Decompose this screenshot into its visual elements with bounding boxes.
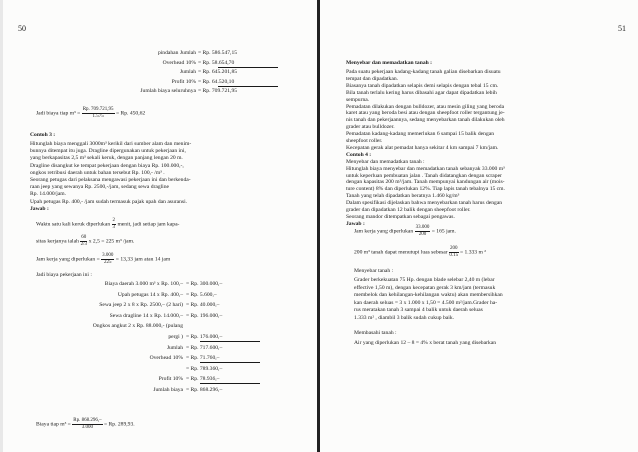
paragraph-line: Biasanya tanah dipadatkan selapis demi selapis dengan tebal 15 cm. — [346, 82, 499, 89]
fraction-denominator: 0.15 — [449, 252, 459, 258]
cost-value: = Rp. 868.296,– — [186, 387, 223, 393]
paragraph-line: karet atau yang beroda besi atau dengan sheepfoot roller tergantung je- — [346, 110, 505, 117]
basahi-line: Air yang diperlukan 12 – 8 = 4% x berat tanah yang disebarkan — [354, 340, 497, 346]
paragraph-line: Dalam spesifikasi dijelaskan bahwa menyebarkan tanah harus dengan — [346, 200, 503, 207]
luas-lead: 200 m³ tanah dapat menutupi luas sebesar — [354, 249, 448, 256]
jam-line-right — [354, 225, 456, 237]
calc-value: = Rp. 586.547,15 — [198, 50, 238, 56]
cost-value: = Rp. 789.360,– — [186, 365, 223, 372]
sum-rule — [218, 86, 278, 87]
paragraph-line: Pemadatan dilakukan dengan bulldozer, atau mesin giling yang beroda — [346, 103, 505, 110]
paragraph-line: Kecepatan gerak alat pemadat hanya sekitar 4 km sampai 7 km/jam. — [346, 144, 499, 151]
luas-tail: = 1.333 m ² — [459, 249, 486, 256]
fraction-numerator: Rp. 709.721,95 — [82, 107, 114, 112]
jam-fraction — [101, 253, 114, 265]
fraction-denominator: 200 — [418, 231, 427, 237]
unit-cost-line — [36, 107, 145, 119]
paragraph-line: Hitunglah biaya menggali 3000m³ kerikil dari sumber alam dan menim- — [30, 141, 192, 147]
paragraph-line: Seorang petugas dari pelaksana mengawasi pekerjaan ini dan berkenda- — [30, 177, 191, 183]
cost-label: Ongkos angkut 2 x Rp. 88.000,- (pulang — [92, 323, 183, 330]
scan-edge — [0, 0, 3, 452]
cost-value: = Rp. 717.600,– — [186, 344, 223, 351]
paragraph-line: Seorang mandor ditempatkan sebagai pengawas. — [346, 213, 455, 220]
cost-value: = Rp. 78.936,– — [186, 376, 220, 383]
paragraph-line: rus meratakan tanah 3 sampai 4 balik untuk daerah seluas — [354, 307, 483, 314]
waktu-line — [36, 218, 179, 230]
section-title: Menyebar dan memadatkan tanah : — [346, 60, 432, 66]
calc-value: = Rp. 645.201,85 — [198, 69, 238, 75]
paragraph-line: Hitunglah biaya menyebar dan memadatkan tanah sebanyak 33.000 m³ — [346, 165, 505, 172]
cost-label: Overhead 10% — [149, 355, 183, 362]
calc-value: = Rp. 58.654,70 — [198, 59, 235, 66]
calc-label: Jumlah biaya seluruhnya — [140, 88, 196, 94]
calc-label: Overhead 10% — [162, 59, 196, 66]
final-fraction — [72, 418, 102, 430]
paragraph-line: sempurna. — [346, 96, 370, 103]
jam-lead: Jam kerja yang diperlukan = — [36, 256, 100, 263]
contoh3-title: Contoh 3 : — [30, 132, 56, 138]
paragraph-line: bunnya ditempat itu juga. Dragline dipergunakan untuk pekerjaan ini, — [30, 148, 186, 155]
jam-fraction — [415, 225, 431, 237]
cost-label: pergi ) — [168, 334, 183, 340]
calc-label: Jumlah — [179, 69, 196, 75]
jam-tail: = 13,33 jam atau 14 jam — [115, 256, 171, 263]
sum-rule — [200, 362, 260, 363]
grader-title: Menyebar tanah : — [354, 268, 394, 274]
cost-label: Sewa dragline 14 x Rp. 14.000,– — [109, 312, 183, 319]
unit-cost-tail: = Rp. 450,62 — [115, 110, 146, 117]
calc-label: Profit 10% — [171, 78, 196, 85]
fraction-numerator: 60 — [81, 235, 87, 240]
paragraph-line: Pada suatu pekerjaan kadang-kadang tanah galian disebarkan disuatu — [346, 69, 501, 75]
fraction-denominator: 3 — [112, 224, 116, 230]
cost-value: = Rp. 176.000,– — [186, 334, 223, 340]
paragraph-line: membelok dan kehilangan-kehilangan waktu) akan membersihkan — [354, 292, 503, 299]
fraction-numerator: 2 — [112, 218, 116, 223]
fraction-denominator: 1.575 — [92, 113, 104, 119]
cost-value: = Rp. 5.600,– — [186, 291, 217, 298]
jawab-title: Jawab : — [30, 206, 49, 212]
paragraph-line: nis tanah dan pekerjaannya, sedang menyebarkan tanah dilakukan oleh — [346, 117, 505, 124]
fraction-denominator: 2/3 — [80, 241, 87, 247]
paragraph-line: Jawab : — [346, 220, 365, 227]
paragraph-line: kan daerah seluas = 3 x 1.000 x 1,50 = 4.500 m²/jam.Grader ha- — [354, 299, 498, 306]
luas-fraction — [449, 246, 459, 258]
sitas-line — [36, 235, 134, 247]
fraction-numerator: 33.000 — [415, 225, 430, 230]
calc-label: pindahan Jumlah — [157, 50, 196, 56]
waktu-lead: Waktu satu kali keruk diperlukan — [36, 221, 111, 228]
paragraph-line: dengan kapasitas 200 m³/jam. Tanah mempunyai kandungan air (mois- — [346, 179, 505, 186]
cost-value: = Rp. 300.000,– — [186, 281, 223, 287]
cost-label: Profit 10% — [158, 376, 183, 383]
paragraph-line: 1.333 m² , diambil 3 balik sudah cukup baik. — [354, 315, 455, 321]
cost-label: Jumlah — [166, 344, 183, 351]
basahi-title: Membasahi tanah : — [354, 330, 397, 336]
sitas-lead: sitas kerjanya ialah — [36, 238, 79, 245]
paragraph-line: grader atau bulldozer. — [346, 124, 395, 131]
calc-value: = Rp. 64.520,10 — [198, 78, 235, 85]
luas-line — [354, 246, 486, 258]
paragraph-line: Grader berkekuatan 75 Hp. dengan blade selebar 2,40 m (lebar — [354, 277, 495, 283]
unit-cost-lead: Jadi biaya tiap m³ = — [36, 110, 81, 117]
paragraph-line: grader dan dipadatkan 12 balik dengan sheepfoot roller. — [346, 207, 471, 213]
jam-line — [36, 253, 170, 265]
jam-lead: Jam kerja yang diperlukan — [354, 228, 414, 235]
jam-tail: = 165 jam. — [431, 228, 456, 235]
paragraph-line: effective 1,50 m), dengan kecepatan gerak 3 km/jam (termasuk — [354, 284, 496, 291]
sitas-fraction — [80, 235, 87, 247]
paragraph-line: sheepfoot roller. — [346, 138, 383, 144]
fraction-numerator: Rp. 868.296,– — [73, 418, 102, 423]
final-cost-line — [36, 418, 135, 430]
paragraph-line: raan jeep yang sewanya Rp. 2500,-/jam, sedang sewa dragline — [30, 184, 170, 191]
paragraph-line: Tanah yang telah dipadatkan beratnya 1.460 kg/m³ — [346, 193, 460, 200]
paragraph-line: ture content) 8% dan diperlukan 12%. Tiap lapis tanah tebalnya 15 cm. — [346, 186, 505, 193]
left-page — [0, 0, 318, 452]
right-page — [320, 0, 638, 452]
cost-label: Jumlah biaya — [153, 387, 183, 393]
fraction-numerator: 3.000 — [102, 253, 114, 258]
page-number: 51 — [618, 24, 626, 33]
final-tail: = Rp. 289,93. — [103, 421, 135, 428]
cost-label: Sewa jeep 2 x 8 x Rp. 2500,– (2 hari) — [99, 302, 183, 309]
sitas-tail: x 2,5 = 225 m³ /jam. — [88, 238, 135, 245]
paragraph-line: Contoh 4 : — [346, 151, 372, 158]
sum-rule — [200, 341, 260, 342]
paragraph-line: Upah petugas Rp. 400,- /jam sudah termasuk pajak upah dan asuransi. — [30, 198, 188, 205]
cost-value: = Rp. 71.760,– — [186, 355, 220, 362]
unit-cost-fraction — [82, 107, 115, 119]
fraction-numerator: 200 — [450, 246, 458, 251]
page-number: 50 — [18, 24, 26, 33]
waktu-fraction — [112, 218, 117, 230]
waktu-tail: menit, jadi setiap jam kapa- — [117, 221, 180, 228]
sum-rule — [218, 67, 278, 68]
cost-title: Jadi biaya pekerjaan ini : — [36, 272, 92, 278]
paragraph-line: Dragline disangkut ke tempat pekerjaan dengan biaya Rp. 100.000,-, — [30, 162, 184, 169]
paragraph-line: ongkos retribusi daerah untuk bahan tersebut Rp. 100,- /m³ . — [30, 169, 165, 176]
fraction-denominator: 3.000 — [81, 424, 94, 430]
final-lead: Biaya tiap m³ = — [36, 421, 71, 428]
paragraph-line: tempat dan dipadatkan. — [346, 75, 399, 82]
fraction-denominator: 225 — [104, 259, 112, 265]
paragraph-line: Pemadatan kadang-kadang memerlukan 6 sampai 15 balik dengan — [346, 131, 495, 138]
calc-value: = Rp. 709.721,95 — [198, 88, 238, 94]
paragraph-line: Rp. 14.000/jam. — [30, 191, 67, 198]
paragraph-line: Bila tanah terlalu kering harus dibasahi agar dapat dipadatkan lebih — [346, 89, 497, 96]
cost-label: Upah petugas 14 x Rp. 400,– — [117, 291, 183, 298]
paragraph-line: yang berkapasitas 2,5 m³ sekali keruk, dengan panjang lengan 20 m. — [30, 155, 183, 162]
paragraph-line: untuk keperluan pembuatan jalan . Tanah didatangkan dengan scraper — [346, 172, 502, 179]
paragraph-line: Menyebar dan memadatkan tanah : — [346, 158, 425, 165]
cost-value: = Rp. 196.000,– — [186, 312, 223, 319]
cost-value: = Rp. 40.000,– — [186, 302, 220, 309]
sum-rule — [200, 383, 260, 384]
cost-label: Biaya daerah 3.000 m³ x Rp. 100,– — [104, 281, 183, 287]
